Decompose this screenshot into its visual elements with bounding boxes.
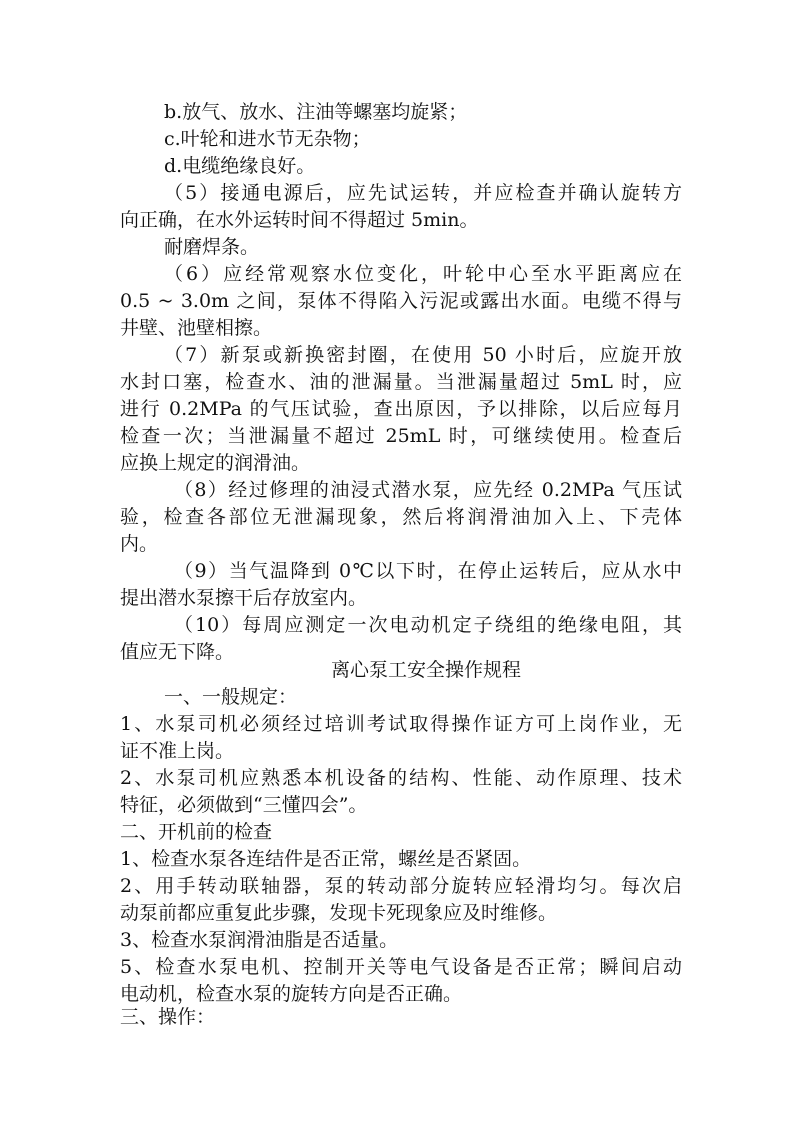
check-item-5-line: 电动机，检查水泵的旋转方向是否正确。 [120, 983, 463, 1005]
paragraph-5-line: （5）接通电源后，应先试运转，并应检查并确认旋转方 [164, 182, 682, 204]
note-line: 耐磨焊条。 [164, 236, 260, 258]
paragraph-6-line: 井壁、池壁相擦。 [120, 317, 273, 339]
general-item-1-line: 1、水泵司机必须经过培训考试取得操作证方可上岗作业，无 [120, 713, 682, 735]
paragraph-9-line: （9）当气温降到 0℃以下时，在停止运转后，应从水中 [174, 560, 682, 582]
general-heading: 一、一般规定： [164, 686, 298, 708]
paragraph-8-line: （8）经过修理的油浸式潜水泵，应先经 0.2MPa 气压试 [174, 479, 682, 501]
paragraph-7-line: 水封口塞，检查水、油的泄漏量。当泄漏量超过 5mL 时，应 [120, 371, 682, 393]
check-item-5-line: 5、检查水泵电机、控制开关等电气设备是否正常；瞬间启动 [120, 956, 682, 978]
paragraph-7-line: 应换上规定的润滑油。 [120, 452, 311, 474]
check-item-2-line: 动泵前都应重复此步骤，发现卡死现象应及时维修。 [120, 902, 558, 924]
paragraph-6-line: 0.5 ~ 3.0m 之间，泵体不得陷入污泥或露出水面。电缆不得与 [120, 290, 682, 312]
paragraph-9-line: 提出潜水泵擦干后存放室内。 [120, 587, 368, 609]
general-item-2-line: 特征，必须做到“三懂四会”。 [120, 794, 368, 816]
section-title: 离心泵工安全操作规程 [330, 659, 521, 681]
paragraph-7-line: （7）新泵或新换密封圈，在使用 50 小时后，应旋开放 [164, 344, 682, 366]
operation-heading: 三、操作： [120, 1006, 216, 1028]
paragraph-7-line: 检查一次；当泄漏量不超过 25mL 时，可继续使用。检查后 [120, 425, 682, 447]
paragraph-5-line: 向正确，在水外运转时间不得超过 5min。 [120, 209, 479, 231]
paragraph-8-line: 验，检查各部位无泄漏现象，然后将润滑油加入上、下壳体 [120, 506, 682, 528]
paragraph-10-line: 值应无下降。 [120, 641, 235, 663]
check-item-2-line: 2、用手转动联轴器，泵的转动部分旋转应轻滑均匀。每次启 [120, 875, 682, 897]
general-item-1-line: 证不准上岗。 [120, 740, 235, 762]
paragraph-7-line: 进行 0.2MPa 的气压试验，查出原因，予以排除，以后应每月 [120, 398, 682, 420]
paragraph-10-line: （10）每周应测定一次电动机定子绕组的绝缘电阻，其 [174, 614, 682, 636]
general-item-2-line: 2、水泵司机应熟悉本机设备的结构、性能、动作原理、技术 [120, 767, 682, 789]
list-item-d: d.电缆绝缘良好。 [164, 155, 316, 177]
paragraph-8-line: 内。 [120, 533, 159, 555]
list-item-b: b.放气、放水、注油等螺塞均旋紧； [164, 101, 468, 123]
check-item-1: 1、检查水泵各连结件是否正常，螺丝是否紧固。 [120, 848, 532, 870]
check-item-3: 3、检查水泵润滑油脂是否适量。 [120, 929, 399, 951]
check-heading: 二、开机前的检查 [120, 821, 273, 843]
list-item-c: c.叶轮和进水节无杂物； [164, 128, 371, 150]
paragraph-6-line: （6）应经常观察水位变化，叶轮中心至水平距离应在 [164, 263, 682, 285]
